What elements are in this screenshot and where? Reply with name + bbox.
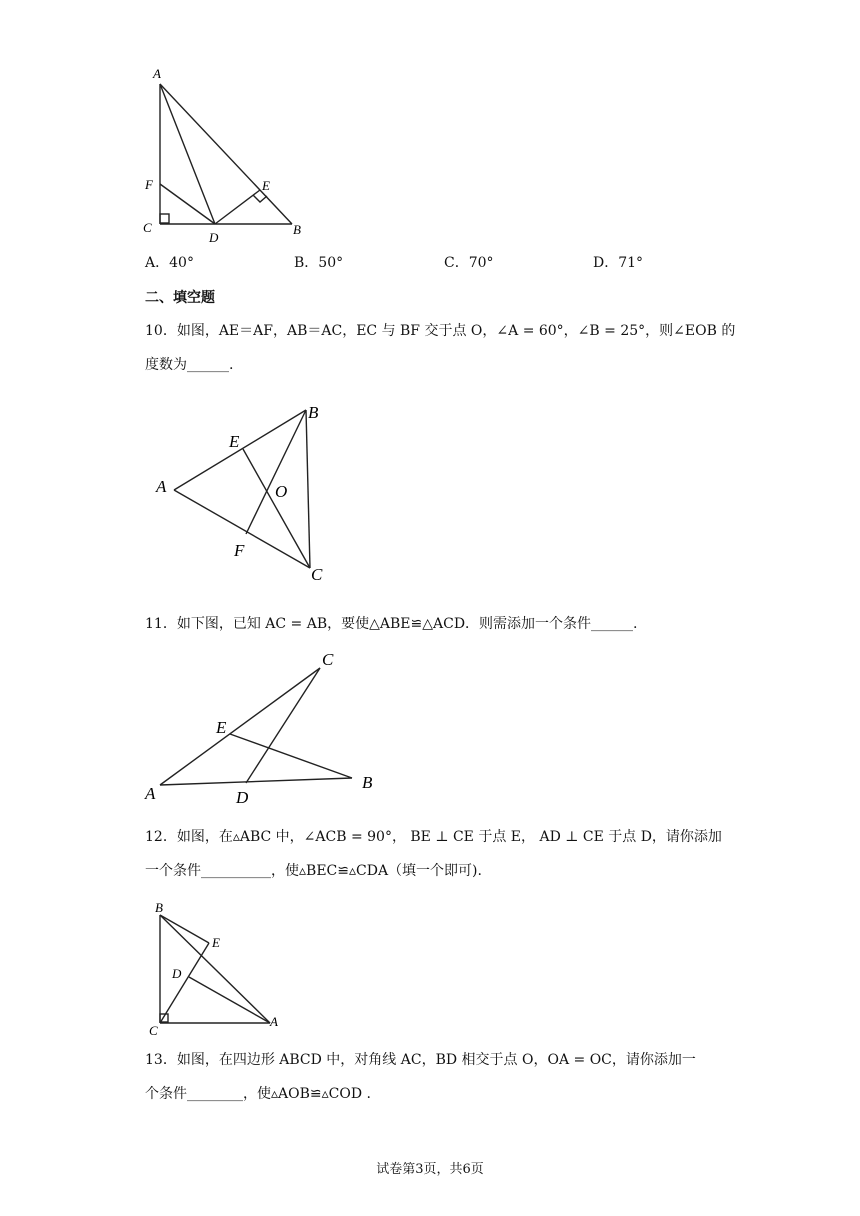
label-b: B — [308, 403, 319, 422]
label-c: C — [143, 220, 152, 235]
option-d — [593, 253, 643, 273]
label-b: B — [155, 900, 163, 915]
segment-ec — [243, 449, 310, 568]
label-b: B — [293, 222, 301, 237]
label-f: F — [234, 541, 245, 560]
segment-ac — [160, 668, 320, 785]
option-c-letter: C． — [444, 255, 469, 271]
option-d-value: 71° — [618, 255, 644, 271]
label-a: A — [145, 784, 156, 803]
figure-q11 — [140, 645, 390, 805]
option-a-value: 40° — [169, 255, 194, 271]
label-a: A — [156, 477, 167, 496]
label-a: A — [270, 1014, 278, 1029]
right-angle-mark-c — [160, 214, 169, 223]
figure-q12 — [145, 895, 295, 1035]
option-a-letter: A． — [145, 255, 170, 271]
segment-eb — [230, 734, 352, 778]
label-d: D — [209, 230, 219, 245]
label-b: B — [362, 773, 373, 792]
label-e: E — [212, 935, 220, 950]
q10-line2: 度数为______. — [145, 357, 234, 373]
label-c: C — [149, 1023, 158, 1035]
figure-q9 — [135, 62, 315, 247]
segment-cd — [246, 668, 320, 783]
q12-line1: 12．如图，在▵ABC 中，∠ACB = 90°， BE ⊥ CE 于点 E， AD ⊥ CE 于点 D，请你添加 — [145, 829, 722, 845]
label-f: F — [145, 177, 153, 192]
option-a — [145, 253, 194, 273]
q13-line2: 个条件________，使▵AOB≌▵COD . — [145, 1086, 371, 1102]
option-b-letter: B． — [294, 255, 319, 271]
q12-line2: 一个条件__________，使▵BEC≌▵CDA（填一个即可). — [145, 863, 482, 879]
option-b — [294, 253, 343, 273]
q11-line1: 11．如下图，已知 AC = AB，要使△ABE≌△ACD．则需添加一个条件______. — [145, 616, 638, 632]
option-b-value: 50° — [318, 255, 344, 271]
label-c: C — [322, 650, 334, 669]
segment-ad — [160, 84, 215, 224]
label-e: E — [229, 432, 240, 451]
q13-line1: 13．如图，在四边形 ABCD 中，对角线 AC，BD 相交于点 O，OA = OC，请你添加一 — [145, 1052, 696, 1068]
segment-ab — [160, 84, 292, 224]
section-title: 二、填空题 — [145, 290, 215, 306]
option-c-value: 70° — [468, 255, 494, 271]
label-a: A — [153, 66, 161, 81]
figure-q10 — [150, 400, 340, 585]
segment-ab — [160, 778, 352, 785]
label-c: C — [311, 565, 323, 584]
segment-bc — [306, 410, 310, 568]
page-footer: 试卷第3页，共6页 — [376, 1162, 484, 1177]
label-d: D — [172, 966, 182, 981]
label-e: E — [262, 178, 270, 193]
label-e: E — [216, 718, 227, 737]
segment-ce — [160, 943, 209, 1023]
option-d-letter: D． — [593, 255, 619, 271]
label-d: D — [236, 788, 249, 805]
q10-line1: 10．如图，AE＝AF，AB＝AC，EC 与 BF 交于点 O，∠A = 60°，∠B = 25°，则∠EOB 的 — [145, 323, 736, 339]
label-o: O — [275, 482, 288, 501]
option-c — [444, 253, 494, 273]
